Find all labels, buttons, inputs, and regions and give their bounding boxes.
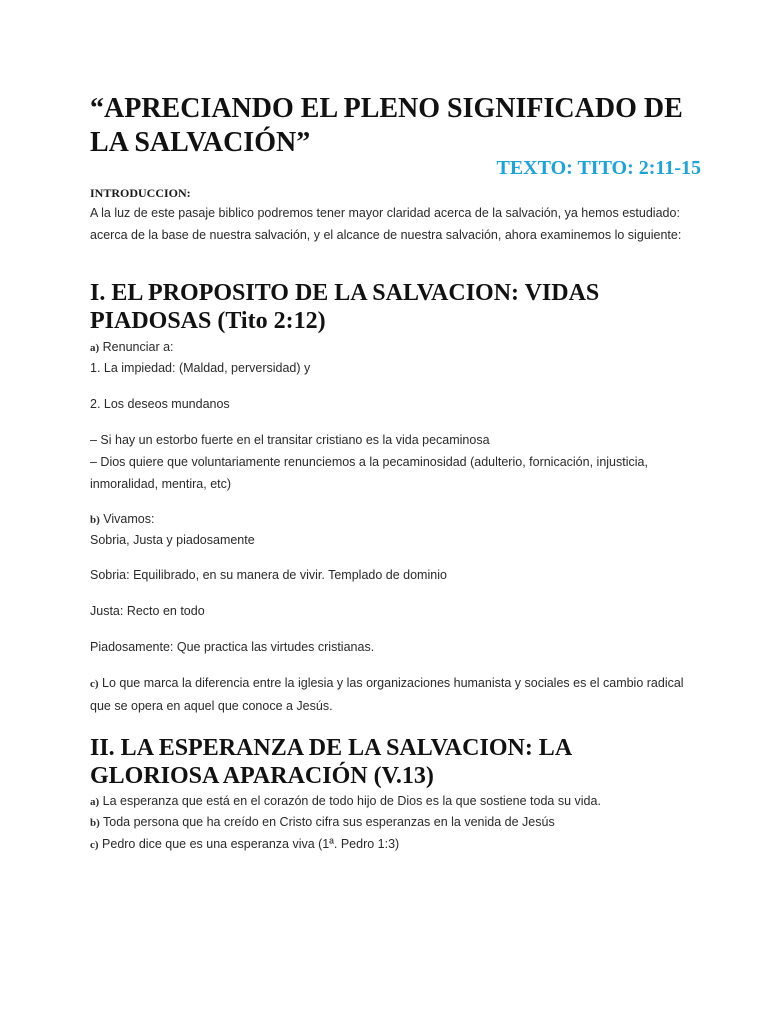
section-1-item-b	[90, 508, 690, 531]
item-letter: c)	[90, 678, 99, 690]
item-text: Pedro dice que es una esperanza viva (1ª. Pedro 1:3)	[102, 837, 400, 851]
item-text: Toda persona que ha creído en Cristo cifra sus esperanzas en la venida de Jesús	[103, 815, 555, 829]
document-page	[90, 92, 701, 851]
section-1-dash-2: – Dios quiere que voluntariamente renunciemos a la pecaminosidad (adulterio, fornicación, injusticia, inmoralidad, mentira, etc)	[90, 455, 648, 491]
intro-paragraph: A la luz de este pasaje biblico podremos tener mayor claridad acerca de la salvación, ya hemos estudiado: acerca de la base de nuestra salvación, y el alcance de nuestra salvación, ahora examinemos lo siguiente:	[90, 206, 682, 242]
section-1-item-a-1: 1. La impiedad: (Maldad, perversidad) y	[90, 361, 311, 375]
item-text: La esperanza que está en el corazón de todo hijo de Dios es la que sostiene toda su vida.	[102, 794, 601, 808]
item-text: Lo que marca la diferencia entre la iglesia y las organizaciones humanista y sociales es el cambio radical que se opera en aquel que conoce a Jesús.	[90, 676, 684, 713]
item-letter: a)	[90, 342, 100, 354]
item-letter: c)	[90, 839, 99, 851]
item-text: Vivamos:	[103, 512, 155, 526]
section-2-item-b	[90, 811, 690, 834]
section-1-item-b-sub: Sobria, Justa y piadosamente	[90, 533, 255, 547]
definition-justa: Justa: Recto en todo	[90, 604, 205, 618]
document-title: “APRECIANDO EL PLENO SIGNIFICADO DE LA SALVACIÓN”	[90, 93, 683, 158]
section-2-item-a	[90, 790, 690, 813]
intro-label: INTRODUCCION:	[90, 186, 191, 200]
definition-piadosamente: Piadosamente: Que practica las virtudes cristianas.	[90, 640, 375, 654]
section-1-item-a-2: 2. Los deseos mundanos	[90, 397, 230, 411]
item-letter: b)	[90, 817, 100, 829]
section-2-item-c	[90, 833, 690, 856]
item-letter: b)	[90, 514, 100, 526]
section-1-item-a	[90, 336, 690, 359]
scripture-reference: TEXTO: TITO: 2:11-15	[496, 157, 701, 179]
item-letter: a)	[90, 796, 100, 808]
section-2-heading: II. LA ESPERANZA DE LA SALVACION: LA GLORIOSA APARACIÓN (V.13)	[90, 735, 571, 789]
item-text: Renunciar a:	[102, 340, 174, 354]
definition-sobria: Sobria: Equilibrado, en su manera de vivir. Templado de dominio	[90, 568, 447, 582]
section-1-dash-1: – Si hay un estorbo fuerte en el transitar cristiano es la vida pecaminosa	[90, 433, 490, 447]
section-1-heading: I. EL PROPOSITO DE LA SALVACION: VIDAS PIADOSAS (Tito 2:12)	[90, 280, 600, 334]
section-1-item-c	[90, 672, 690, 717]
